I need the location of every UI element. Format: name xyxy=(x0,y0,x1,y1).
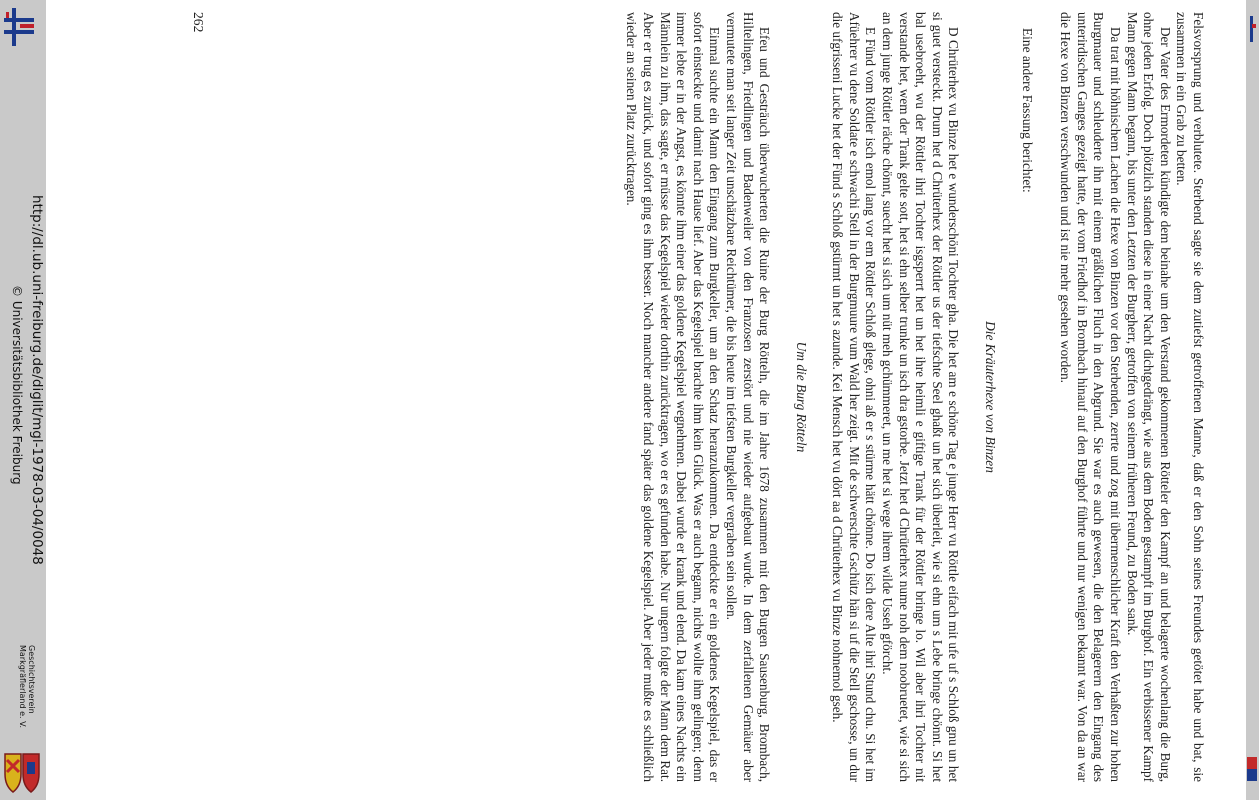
paragraph: Der Vater des Ermordeten kündigte dem beinahe um den Verstand gekommenen Rötteler den Kampf an und belagerte wochenlang die Burg, ohne jeden Erfolg. Doch plötzlich standen diese in einer Nacht dichtgedrängt, wie aus dem Boden gestampft im Burghof. Ein verbissener Kampf Mann gegen Mann begann, bis unter den Letzten der Burgherr, getroffen von seinem früheren Freund, zu Boden sank. xyxy=(1124,12,1173,782)
section-heading: Um die Burg Rötteln xyxy=(793,341,809,453)
paragraph: Efeu und Gesträuch überwucherten die Ruine der Burg Rötteln, die im Jahre 1678 zusammen mit den Burgen Sausenburg, Brombach, Hiltelingen, Friedlingen und Badenweiler von den Franzosen zerstört und nie wieder aufgebaut wurde. In dem zerfallenen Gemäuer aber vermutete man seit langer Zeit unschätzbare Reichtümer, die bis heute im tiefsten Burgkeller vergraben sein sollen. xyxy=(723,12,773,782)
rotated-page-content xyxy=(46,0,1246,800)
paragraph: Felsvorsprung und verblutete. Sterbend sagte sie dem zutiefst getroffenen Manne, daß er den Sohn seines Freundes getötet habe und bat, sie zusammen in ein Grab zu betten. xyxy=(1174,12,1206,782)
document-url[interactable]: http://dl.ub.uni-freiburg.de/diglit/mgl-1978-03-04/0048 xyxy=(29,195,45,565)
ub-freiburg-logo-icon xyxy=(1248,14,1256,44)
paragraph: Da trat mit höhnischem Lachen die Hexe von Binzen vor den Sterbenden, zerrte und zog mit übermenschlicher Kraft den Verhaßten zur hohen Burgmauer und schleuderte ihn mit einem gräßlichen Fluch in den Abgrund. Sie war es auch gewesen, die den Belagerern den Eingang des unterirdischen Ganges gezeigt hatte, der vom Friedhof in Brombach hinauf auf den Burghof führte und nur wenigen bekannt war. Von da an war die Hexe von Binzen verschwunden und ist nie mehr gesehen worden. xyxy=(1058,12,1124,782)
copyright-notice: © Universitätsbibliothek Freiburg xyxy=(10,285,24,485)
page-text xyxy=(623,12,1206,782)
section-intro: Eine andere Fassung berichtet: xyxy=(1019,28,1035,193)
document-page xyxy=(46,0,1246,800)
coat-of-arms-icon xyxy=(3,752,41,796)
institution-line2: Markgräflerland e. V. xyxy=(18,645,27,729)
paragraph: E Fünd vom Röttler isch emol lang vor em Röttler Schloß glege, ohni aß er s stürme hätt chönne. Do isch dere Alte ihri Stund chu. Si het im Afüehrer vu dene Soldate e schwachi Stell in der Burgmuure vum Wald her zeigt. Mit de schwerschte Gschütz hän si uf die Stell gschosse, un dur die ufgrisseni Lucke het der Fünd s Schloß gstürmt un het s azunde. Kei Mensch het vu dört aa d Chrüterhex vu Binze nohnemol gseh. xyxy=(830,12,879,782)
institution-label xyxy=(0,0,46,800)
url-sidebar xyxy=(0,0,46,800)
section-heading: Die Kräuterhexe von Binzen xyxy=(983,321,999,473)
paragraph: Einmal suchte ein Mann den Eingang zum Burgkeller, um an den Schatz heranzukommen. Da entdeckte er ein goldenes Kegelspiel, das er sofort einsteckte und damit nach Hause lief. Aber das Kegelspiel brachte ihm kein Glück. Was er auch begann, nichts wollte ihm gelingen; denn immer lebte er in der Angst, es könnte ihm einer das goldene Kegelspiel wegnehmen. Dabei wurde er krank und elend. Da kam eines Nachts ein Männlein zu ihm, das sagte, er müsse das Kegelspiel wieder dorthin zurücktragen, wo er es gefunden habe. Nur ungern folgte der Mann dem Rat. Aber er trug es zurück, und sofort ging es ihm besser. Noch mancher andere fand später das goldene Kegelspiel. Aber jeder mußte es schließlich wieder an seinen Platz zurücktragen. xyxy=(624,12,723,782)
paragraph: D Chrüterhex vu Binze het e wunderschöni Tochter gha. Die het am e schöne Tag e junge Herr vu Röttle eifach mit ufe uf s Schloß gnu un het si guet versteckt. Drum het d Chrüterhex der Röttler us der tiefschte Seel ghaßt un het sich überleit, wie si ehn um s Lebe bringe chönnt. Si het bal usebroeht, wu der Röttler ihri Tochter isgsperrt het un het ihre heimli e giftige Trank für der Röttler bringe lo. Wil aber ihri Tochter nit verstande het, wem der Trank gelte sott, het si ehn selber trunke un isch dra gstorbe. Jetzt het d Chrüterhex nume noh dem noobruetet, wie si sich an dem junge Röttler räche chönnt, suecht het si sich um nüt meh gchümmeret, un me het si wege ihrem wilde Usseh gförcht. xyxy=(880,12,962,782)
viewer-left-margin xyxy=(0,0,46,800)
viewer-right-margin xyxy=(1246,0,1259,800)
page-number: 262 xyxy=(191,12,206,33)
coat-of-arms-icon xyxy=(1246,755,1258,785)
institution-line1: Geschichtsverein xyxy=(27,645,36,714)
